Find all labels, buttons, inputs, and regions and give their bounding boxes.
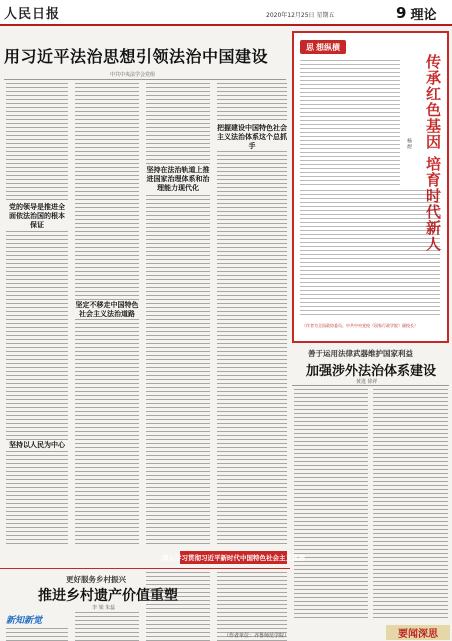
newspaper-logo: 人民日报 — [4, 7, 61, 22]
footer-brand: 要闻深思 — [386, 625, 450, 640]
column-badge-prefix: 思 — [306, 42, 314, 52]
lead-subhead: 把握建设中国特色社会主义法治体系这个总抓手 — [217, 123, 287, 150]
column-author-note: （作者为全国政协委员、中共中央党校（国家行政学院）副校长） — [302, 323, 418, 328]
right-article-byline: 黄进 徐祥 — [356, 379, 378, 385]
bottom-text-column-1 — [6, 628, 68, 641]
column-author: 杨煜 — [406, 138, 412, 150]
lead-text-column-1 — [6, 83, 68, 546]
bottom-article-byline: 李 梁 朱蕊 — [92, 605, 116, 611]
lead-text-column-3 — [146, 83, 210, 546]
masthead — [0, 0, 452, 26]
page-indicator — [396, 3, 448, 23]
column-text-block-2 — [300, 190, 440, 318]
column-title-line-2: 培育时代新人 — [424, 156, 442, 252]
lead-text-column-4 — [217, 83, 287, 546]
right-text-column-2 — [373, 389, 448, 621]
column-badge-label: 想纵横 — [316, 42, 340, 52]
right-article-rule — [292, 385, 449, 386]
lead-subhead: 党的领导是推进全面依法治国的根本保证 — [6, 202, 68, 229]
bottom-column-badge — [6, 612, 60, 626]
column-title-line-1: 传承红色基因 — [424, 54, 442, 150]
right-text-column-1 — [294, 389, 368, 621]
dateline: 2020年12月25日 星期五 — [266, 12, 335, 19]
bottom-text-column-4 — [217, 572, 290, 641]
bottom-article-headline: 推进乡村遗产价值重塑 — [38, 588, 178, 604]
lead-rule — [4, 79, 286, 80]
section-name: 理论 — [410, 7, 437, 23]
lead-headline: 用习近平法治思想引领法治中国建设 — [4, 47, 269, 66]
page-number: 9 — [396, 4, 407, 22]
bottom-text-column-2 — [75, 612, 139, 641]
lead-subhead: 坚定不移走中国特色社会主义法治道路 — [75, 300, 139, 318]
lead-subhead: 坚持在法治轨道上推进国家治理体系和治理能力现代化 — [146, 165, 210, 192]
column-badge — [300, 40, 346, 54]
bottom-article-kicker: 更好服务乡村振兴 — [66, 575, 126, 584]
bottom-section-rule — [0, 568, 290, 569]
lead-subhead: 坚持以人民为中心 — [6, 440, 68, 449]
right-article-kicker: 善于运用法律武器维护国家利益 — [308, 349, 413, 358]
right-article-headline: 加强涉外法治体系建设 — [306, 364, 437, 379]
column-text-block-1 — [300, 60, 400, 186]
series-banner: 深入学习贯彻习近平新时代中国特色社会主义思想 — [180, 551, 287, 564]
lead-byline: 中共中央法学会党组 — [110, 72, 156, 78]
bottom-column-badge-label: 新知新觉 — [6, 615, 43, 626]
bottom-author-note: （作者单位：齐鲁师范学院） — [224, 633, 290, 639]
bottom-text-column-3 — [146, 572, 210, 641]
